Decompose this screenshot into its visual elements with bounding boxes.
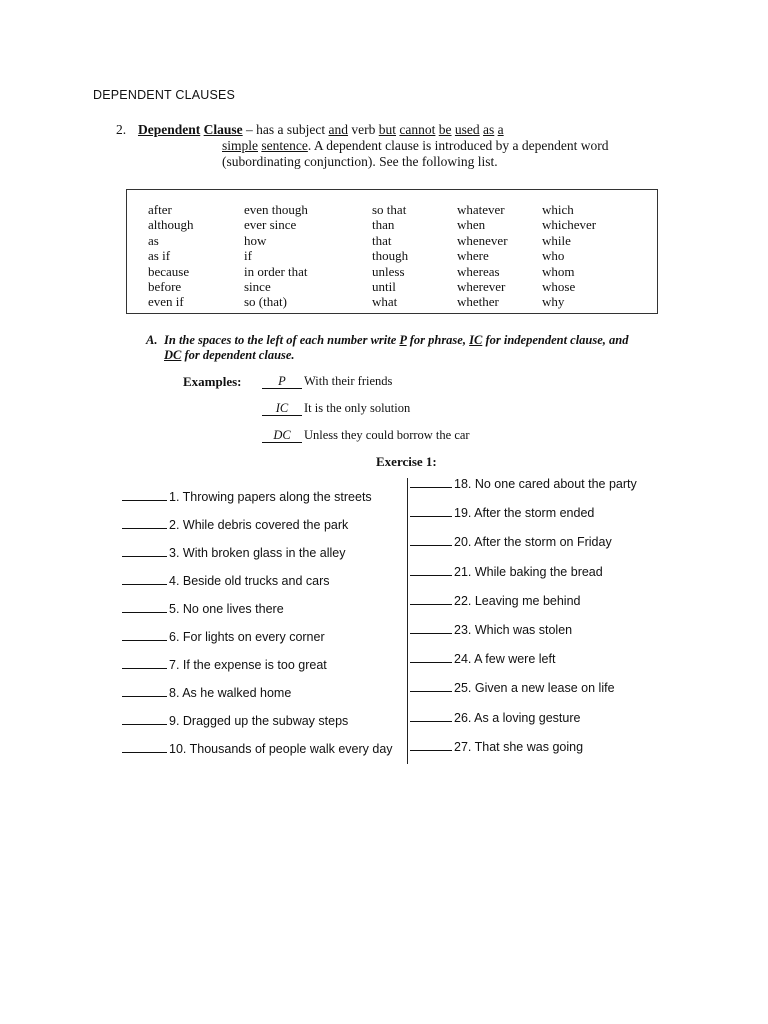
- answer-blank[interactable]: [410, 544, 452, 546]
- exercise-item: [122, 602, 284, 616]
- exercise-item: [122, 742, 393, 756]
- conjunction-word: in order that: [244, 263, 308, 279]
- exercise-item: [122, 546, 345, 560]
- exercise-item: [122, 714, 348, 728]
- term-clause: Clause: [203, 122, 243, 137]
- exercise-item-text: 24. A few were left: [454, 652, 556, 667]
- example-text: With their friends: [304, 374, 393, 388]
- example-row: [262, 374, 392, 389]
- answer-blank[interactable]: [122, 527, 167, 529]
- conjunction-word: that: [372, 232, 392, 248]
- answer-blank[interactable]: [410, 515, 452, 517]
- definition-line-2-rest: . A dependent clause is introduced by a dependent word: [307, 138, 609, 153]
- exercise-item: [410, 506, 594, 520]
- conjunction-word: even if: [148, 294, 184, 310]
- conjunction-word: because: [148, 263, 190, 279]
- conjunction-word: even though: [244, 202, 308, 217]
- example-row: [262, 401, 410, 416]
- conjunction-word: after: [148, 202, 172, 217]
- answer-blank[interactable]: [410, 574, 452, 576]
- conjunction-word: though: [372, 248, 409, 264]
- word-column-4: [457, 202, 508, 310]
- conjunction-word: whenever: [457, 232, 508, 248]
- exercise-item-text: 2. While debris covered the park: [169, 518, 349, 532]
- example-text: Unless they could borrow the car: [304, 428, 470, 442]
- exercise-item: [122, 630, 325, 644]
- exercise-item: [122, 686, 291, 700]
- word-column-2: [244, 202, 308, 310]
- conjunction-word: since: [244, 279, 271, 295]
- exercise-title: Exercise 1:: [376, 454, 437, 469]
- example-row: [262, 428, 470, 443]
- conjunction-word: so (that): [244, 294, 287, 310]
- answer-blank[interactable]: [410, 661, 452, 663]
- exercise-item-text: 10. Thousands of people walk every day: [169, 742, 393, 756]
- conjunction-word: as: [148, 232, 159, 248]
- conjunction-word: whereas: [457, 263, 500, 279]
- conjunction-word: ever since: [244, 217, 297, 233]
- underlined-word: be: [438, 122, 452, 137]
- exercise-item: [410, 594, 580, 608]
- instr-ic: IC: [469, 333, 483, 347]
- word-column-1: [148, 202, 194, 310]
- exercise-item-text: 20. After the storm on Friday: [454, 535, 612, 550]
- exercise-item: [410, 711, 580, 725]
- exercise-item: [410, 535, 612, 549]
- conjunction-word: although: [148, 217, 194, 233]
- examples-label: Examples:: [183, 374, 242, 389]
- exercise-item-text: 23. Which was stolen: [454, 623, 573, 637]
- exercise-item: [122, 490, 372, 504]
- exercise-item-text: 1. Throwing papers along the streets: [169, 490, 372, 504]
- exercise-item: [122, 518, 348, 532]
- conjunction-word: until: [372, 279, 396, 295]
- underlined-word: cannot: [399, 122, 436, 137]
- exercise-item-text: 19. After the storm ended: [454, 506, 595, 521]
- definition-text: – has a subject: [242, 122, 329, 137]
- exercise-item-text: 27. That she was going: [454, 739, 584, 754]
- exercise-item-text: 26. As a loving gesture: [454, 710, 581, 725]
- conjunction-word: whom: [542, 263, 575, 279]
- answer-blank[interactable]: [122, 583, 167, 585]
- conjunction-word: while: [542, 232, 571, 248]
- conjunction-word: how: [244, 232, 267, 248]
- instr-text-c: for independent clause, and: [482, 333, 629, 347]
- instruction-line-1: [164, 333, 629, 348]
- underlined-word: but: [378, 122, 397, 137]
- exercise-item-text: 22. Leaving me behind: [454, 593, 581, 608]
- instr-text-b: for phrase,: [406, 333, 470, 347]
- definition-line-1-rest: [243, 122, 504, 137]
- exercise-item-text: 8. As he walked home: [169, 686, 292, 700]
- exercise-item-text: 7. If the expense is too great: [169, 658, 327, 672]
- word-column-3: [372, 202, 408, 310]
- conjunction-word: whose: [542, 279, 576, 295]
- answer-blank[interactable]: [122, 611, 167, 613]
- answer-blank[interactable]: [410, 690, 452, 692]
- answer-blank[interactable]: [122, 723, 167, 725]
- example-text: It is the only solution: [304, 401, 411, 415]
- exercise-item: [122, 658, 327, 672]
- answer-blank[interactable]: [410, 749, 452, 751]
- answer-blank[interactable]: [122, 499, 167, 501]
- instruction-letter: A.: [146, 333, 158, 347]
- conjunction-word: what: [372, 294, 398, 310]
- answer-blank[interactable]: [410, 486, 452, 488]
- conjunction-word: whatever: [457, 202, 505, 217]
- instruction-line-2: [164, 348, 295, 363]
- answer-blank[interactable]: [122, 555, 167, 557]
- example-answer: P: [262, 374, 302, 389]
- conjunction-word: unless: [372, 263, 405, 279]
- exercise-item: [410, 740, 583, 754]
- underlined-simple: simple: [222, 138, 258, 153]
- exercise-item: [410, 652, 555, 666]
- underlined-word: and: [328, 122, 349, 137]
- underlined-word: as: [483, 122, 495, 137]
- answer-blank[interactable]: [122, 667, 167, 669]
- answer-blank[interactable]: [410, 720, 452, 722]
- definition-number: 2.: [116, 122, 127, 137]
- underlined-sentence: sentence: [261, 138, 308, 153]
- exercise-item: [410, 681, 615, 695]
- conjunction-word: wherever: [457, 279, 506, 295]
- conjunction-word: which: [542, 202, 574, 217]
- answer-blank[interactable]: [122, 695, 167, 697]
- conjunction-word: so that: [372, 202, 407, 217]
- column-divider: [407, 478, 408, 764]
- conjunction-word: whichever: [542, 217, 597, 233]
- answer-blank[interactable]: [410, 632, 452, 634]
- exercise-item-text: 9. Dragged up the subway steps: [169, 714, 349, 728]
- conjunction-word: whether: [457, 294, 499, 310]
- conjunction-word: as if: [148, 248, 171, 264]
- exercise-item-text: 5. No one lives there: [169, 602, 284, 616]
- definition-line-1: [138, 122, 504, 138]
- underlined-word: a: [497, 122, 504, 137]
- exercise-item-text: 18. No one cared about the party: [454, 477, 637, 491]
- instr-text-d: for dependent clause.: [181, 348, 295, 362]
- definition-line-2: [222, 138, 609, 154]
- instr-dc: DC: [164, 348, 182, 362]
- instr-p: P: [399, 333, 407, 347]
- conjunction-word: before: [148, 279, 182, 295]
- conjunction-word: why: [542, 294, 565, 310]
- exercise-item-text: 25. Given a new lease on life: [454, 681, 615, 696]
- conjunction-word: who: [542, 248, 565, 264]
- exercise-item: [410, 623, 572, 637]
- conjunction-word: when: [457, 217, 486, 233]
- page-title: DEPENDENT CLAUSES: [93, 88, 236, 102]
- conjunction-word: if: [244, 248, 252, 264]
- term-dependent: Dependent: [138, 122, 201, 137]
- answer-blank[interactable]: [122, 751, 167, 753]
- exercise-item-text: 3. With broken glass in the alley: [169, 546, 346, 560]
- answer-blank[interactable]: [410, 603, 452, 605]
- exercise-item-text: 4. Beside old trucks and cars: [169, 574, 330, 588]
- answer-blank[interactable]: [122, 639, 167, 641]
- exercise-item-text: 21. While baking the bread: [454, 564, 603, 579]
- conjunction-word: where: [457, 248, 489, 264]
- underlined-word: used: [454, 122, 480, 137]
- exercise-item: [410, 565, 603, 579]
- definition-text: verb: [348, 122, 379, 137]
- definition-line-3: (subordinating conjunction). See the following list.: [222, 154, 498, 169]
- word-column-5: [542, 202, 596, 310]
- example-answer: IC: [262, 401, 302, 416]
- example-answer: DC: [262, 428, 302, 443]
- instr-text-a: In the spaces to the left of each number write: [164, 333, 400, 347]
- exercise-item: [410, 477, 637, 491]
- conjunction-word: than: [372, 217, 395, 233]
- subordinating-conjunction-box: [126, 189, 658, 314]
- exercise-item-text: 6. For lights on every corner: [169, 630, 325, 644]
- exercise-item: [122, 574, 330, 588]
